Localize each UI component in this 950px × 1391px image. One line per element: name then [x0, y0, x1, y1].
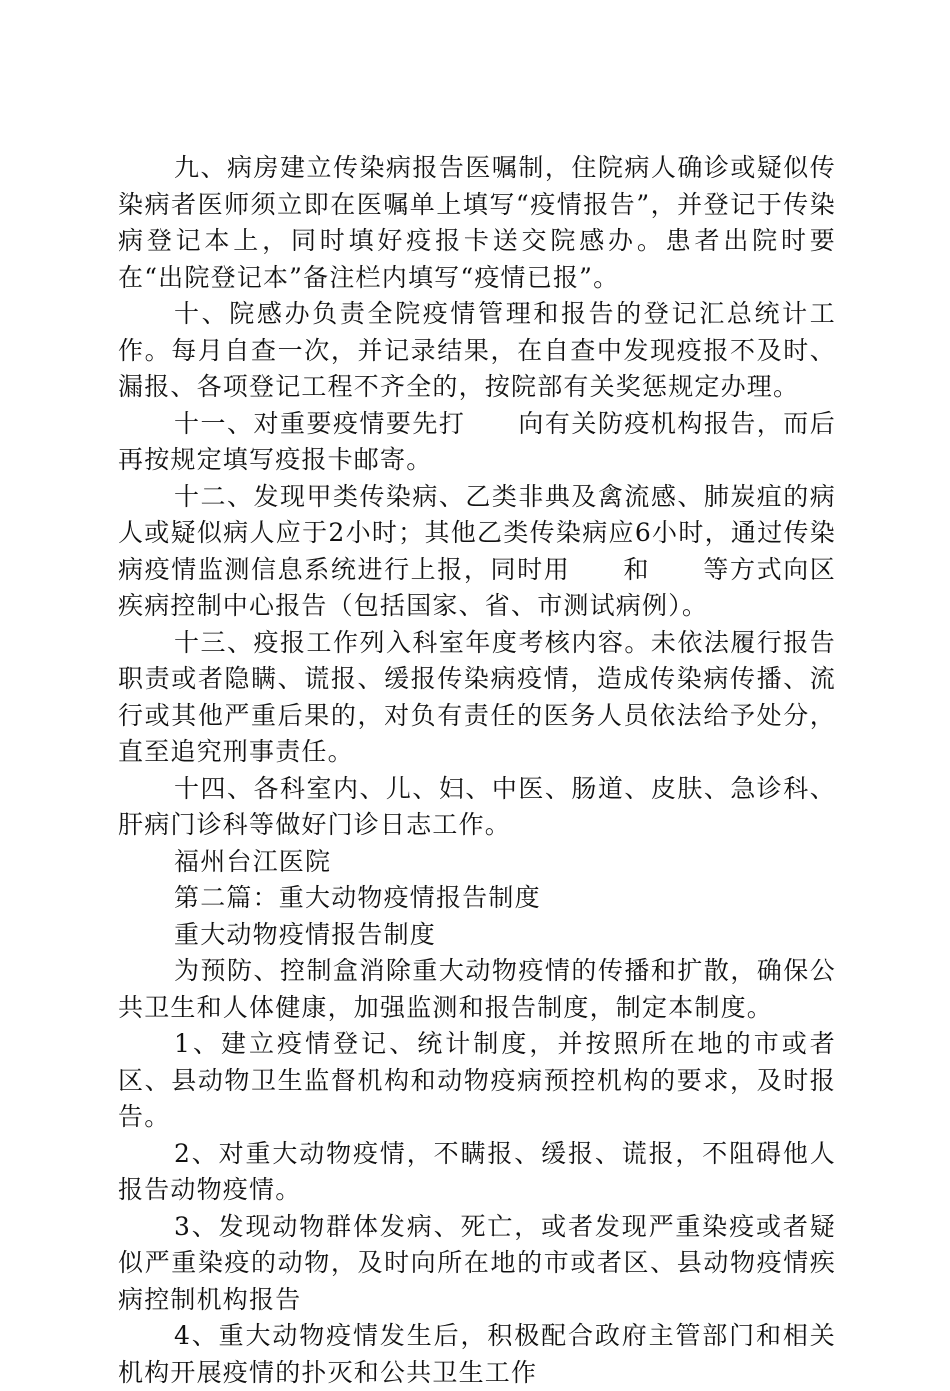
document-body — [118, 150, 836, 1391]
section-title: 重大动物疫情报告制度 — [174, 919, 437, 949]
paragraph-item-10: 十、院感办负责全院疫情管理和报告的登记汇总统计工作。每月自查一次，并记录结果，在自查中发现疫报不及时、漏报、各项登记工程不齐全的，按院部有关奖惩规定办理。 — [118, 299, 836, 401]
rule-item-4: 4、重大动物疫情发生后，积极配合政府主管部门和相关机构开展疫情的扑灭和公共卫生工作 — [118, 1321, 836, 1387]
hospital-signature: 福州台江医院 — [174, 846, 332, 876]
rule-item-1: 1、建立疫情登记、统计制度，并按照所在地的市或者区、县动物卫生监督机构和动物疫病预控机构的要求，及时报告。 — [118, 1029, 836, 1131]
paragraph-item-9: 九、病房建立传染病报告医嘱制，住院病人确诊或疑似传染病者医师须立即在医嘱单上填写“疫情报告”，并登记于传染病登记本上，同时填好疫报卡送交院感办。患者出院时要在“出院登记本”备注栏内填写“疫情已报”。 — [118, 153, 836, 292]
rule-item-3: 3、发现动物群体发病、死亡，或者发现严重染疫或者疑似严重染疫的动物，及时向所在地的市或者区、县动物疫情疾病控制机构报告 — [118, 1211, 836, 1314]
paragraph-item-11: 十一、对重要疫情要先打 向有关防疫机构报告，而后再按规定填写疫报卡邮寄。 — [118, 408, 836, 474]
paragraph-item-13: 十三、疫报工作列入科室年度考核内容。未依法履行报告职责或者隐瞒、谎报、缓报传染病疫情，造成传染病传播、流行或其他严重后果的，对负有责任的医务人员依法给予处分，直至追究刑事责任。 — [118, 627, 836, 766]
rule-item-2: 2、对重大动物疫情，不瞒报、缓报、谎报，不阻碍他人报告动物疫情。 — [118, 1138, 836, 1204]
section-intro: 为预防、控制盒消除重大动物疫情的传播和扩散，确保公共卫生和人体健康，加强监测和报告制度，制定本制度。 — [118, 956, 836, 1022]
paragraph-item-14: 十四、各科室内、儿、妇、中医、肠道、皮肤、急诊科、肝病门诊科等做好门诊日志工作。 — [118, 773, 836, 839]
section-heading: 第二篇：重大动物疫情报告制度 — [174, 883, 541, 912]
paragraph-item-12: 十二、发现甲类传染病、乙类非典及禽流感、肺炭疽的病人或疑似病人应于2小时；其他乙类传染病应6小时，通过传染病疫情监测信息系统进行上报，同时用 和 等方式向区疾病控制中心报告（包括国家、省、市测试病例）。 — [118, 481, 836, 620]
